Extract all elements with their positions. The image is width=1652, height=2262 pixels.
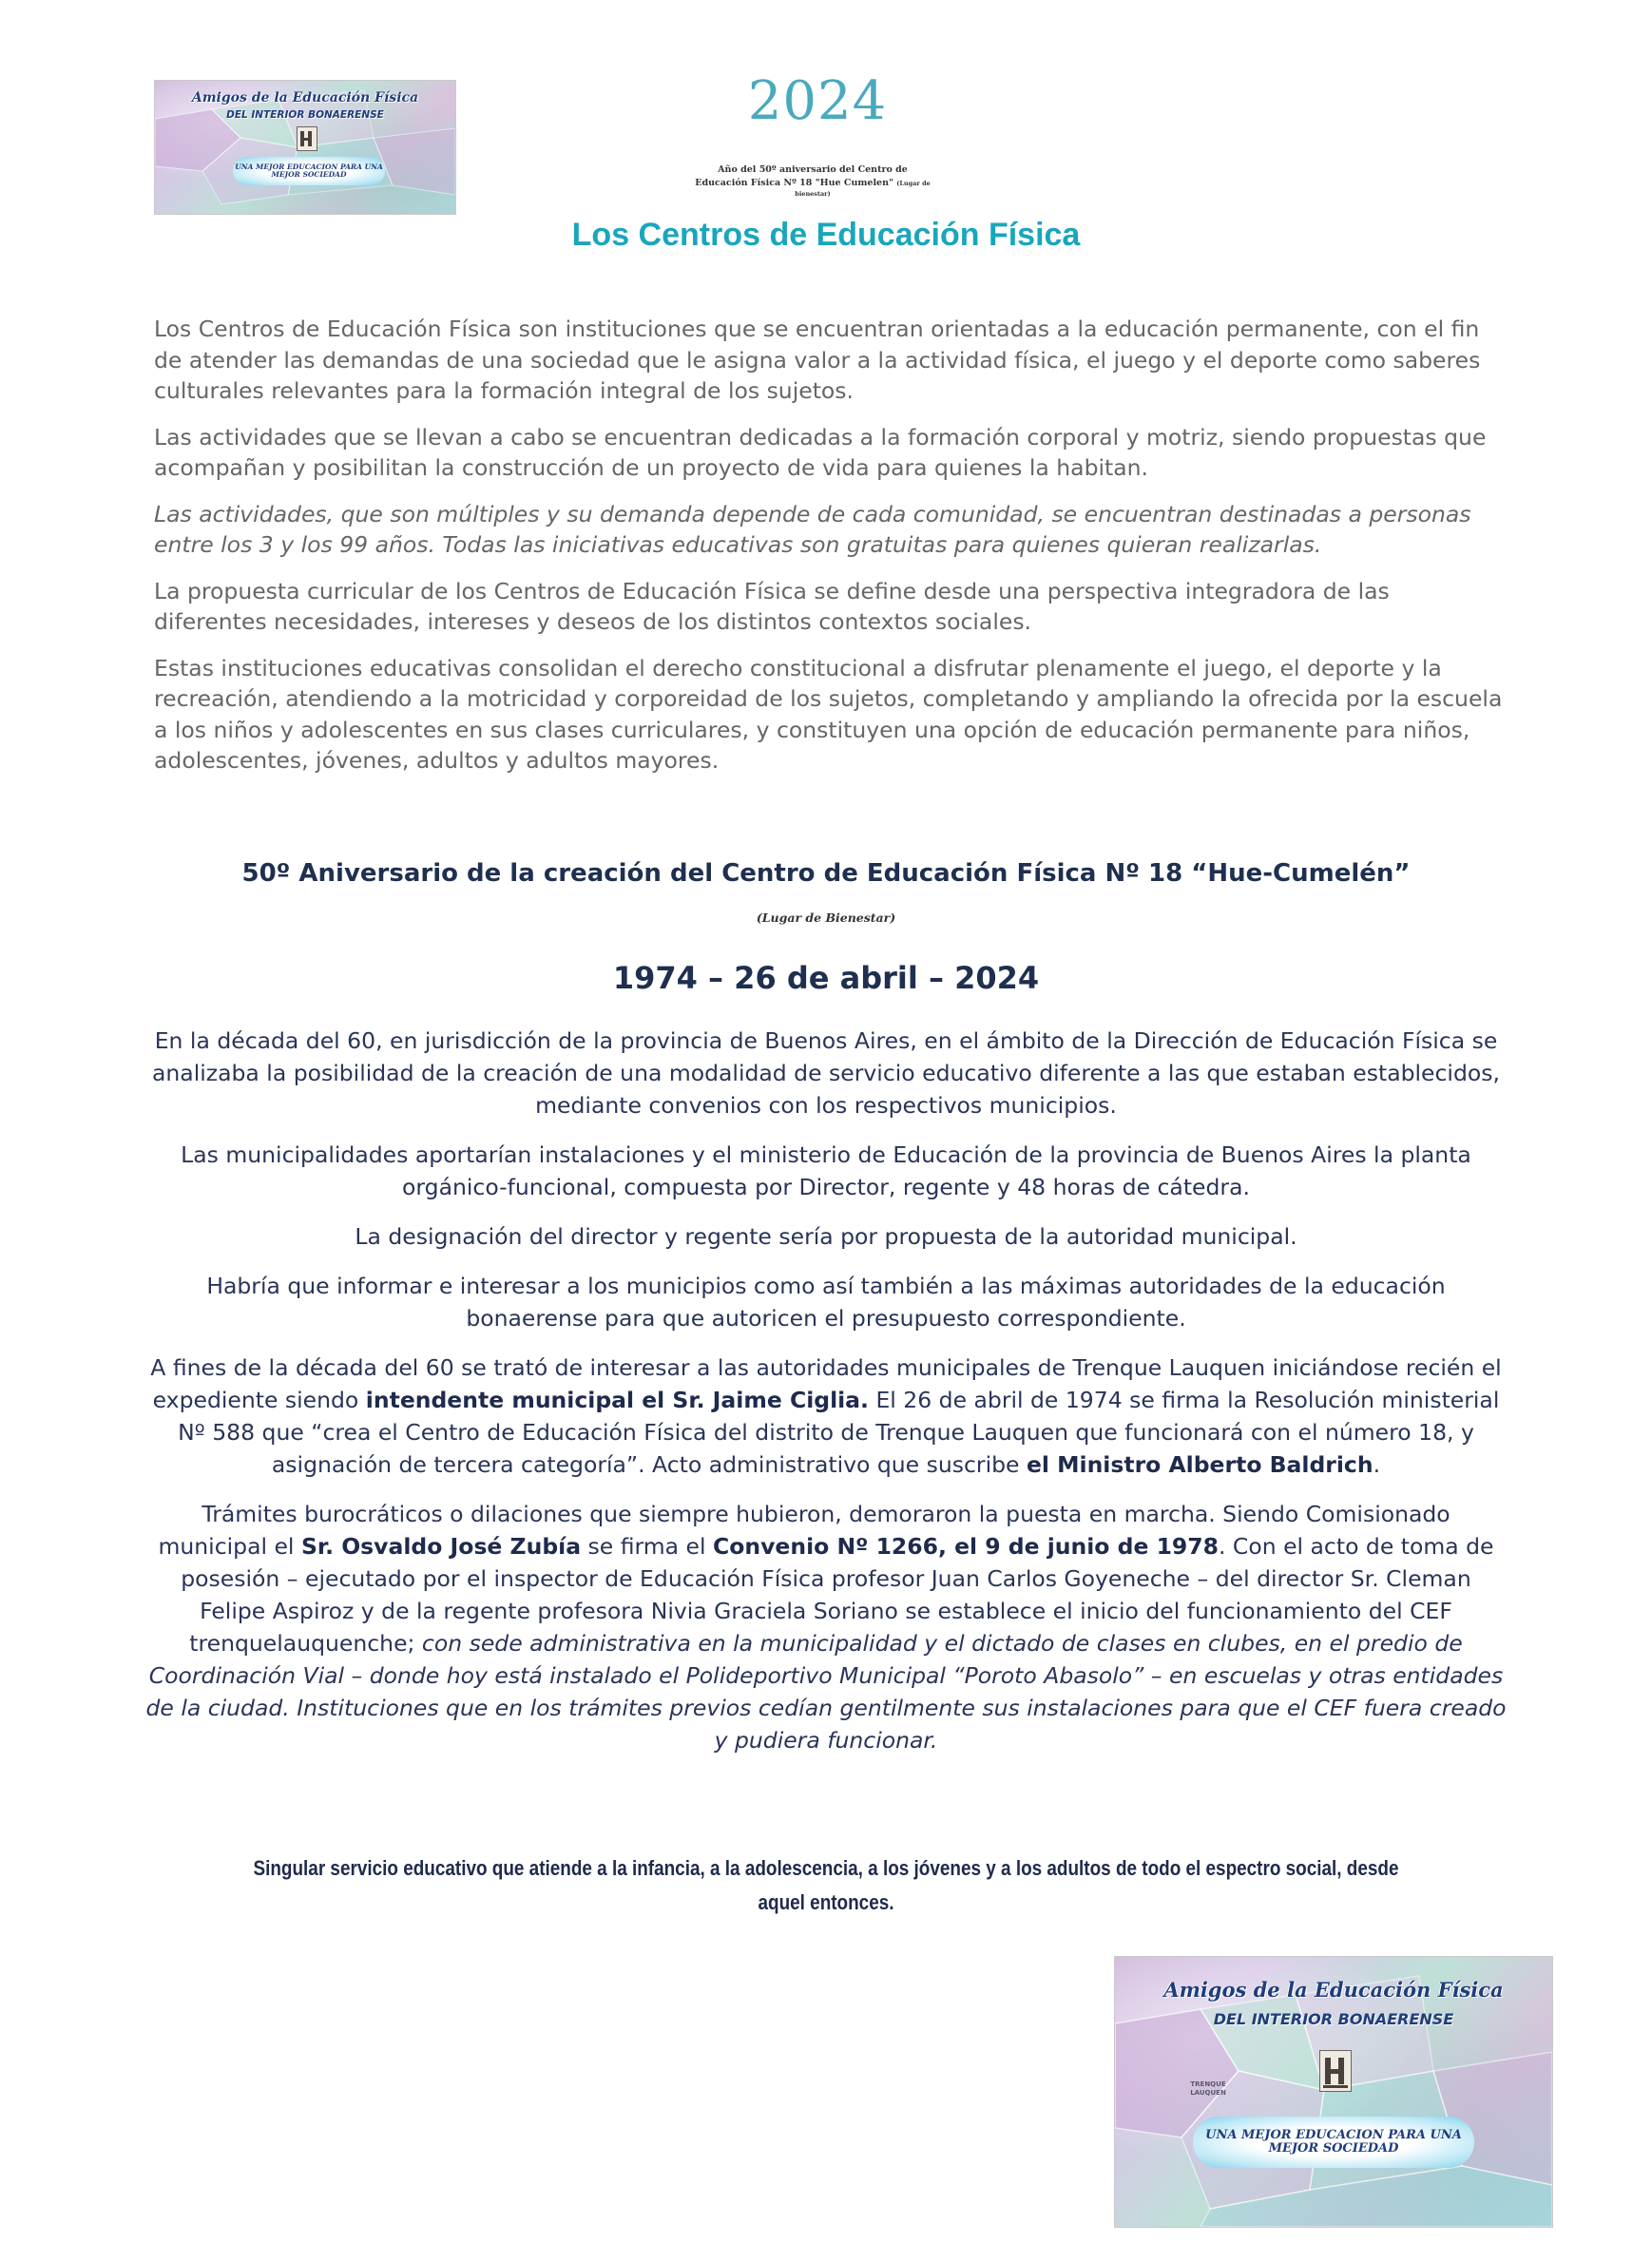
year-caption-line1: Año del 50º aniversario del Centro de [718, 164, 908, 175]
history-paragraph-4: Habría que informar e interesar a los municipios como así también a las máximas autoridades de la educación bonaerense para que autoricen el presupuesto correspondiente. [206, 1273, 1446, 1332]
history-p6-italic-f: con sede administrativa en la municipalidad y el dictado de clases en clubes, en el predio de Coordinación Vial – donde hoy está instalado el Polideportivo Municipal “Poroto Abasolo” – en escuelas y otras entidades de la ciudad. Instituciones que en los trámites previos cedían gentilmente sus instalaciones para que el CEF fuera creado y pudiera funcionar. [145, 1630, 1507, 1754]
anniversary-dates: 1974 – 26 de abril – 2024 [612, 960, 1040, 996]
map-label: TRENQUE LAUQUEN [1190, 2080, 1226, 2097]
banner-ribbon-line1: UNA MEJOR EDUCACION PARA UNA [235, 162, 383, 171]
intro-paragraph-1: Los Centros de Educación Física son instituciones que se encuentran orientadas a la educación permanente, con el fin de atender las demandas de una sociedad que le asigna valor a la actividad física, el juego y el deporte como saberes culturales relevantes para la formación integral de los sujetos. [154, 316, 1481, 404]
banner-ribbon-line2: MEJOR SOCIEDAD [1268, 2141, 1399, 2156]
history-paragraph-5 [144, 1351, 1508, 1481]
intro-paragraph-4: La propuesta curricular de los Centros de Educación Física se define desde una perspectiva integradora de las diferentes necesidades, intereses y deseos de los distintos contextos sociales. [154, 577, 1390, 635]
history-p5-bold-d: el Ministro Alberto Baldrich [1026, 1451, 1373, 1478]
year-caption [670, 163, 955, 199]
emblem-icon [297, 126, 317, 151]
history-p6-bold-b: Sr. Osvaldo José Zubía [300, 1533, 582, 1560]
banner-subtitle: DEL INTERIOR BONAERENSE [1213, 2010, 1454, 2028]
intro-paragraph-2: Las actividades que se llevan a cabo se encuentran dedicadas a la formación corporal y motriz, siendo propuestas que acompañan y posibilitan la construcción de un proyecto de vida para quienes la habitan. [154, 423, 1487, 481]
logo-banner-bottom [1114, 1956, 1553, 2228]
history-paragraph-1: En la década del 60, en jurisdicción de la provincia de Buenos Aires, en el ámbito de la Dirección de Educación Física se analizaba la posibilidad de la creación de una modalidad de servicio educativo diferente a las que estaban establecidos, mediante convenios con los respectivos municipios. [152, 1027, 1500, 1119]
history-p5-bold-b: intendente municipal el Sr. Jaime Ciglia. [365, 1387, 869, 1413]
history-p6-text-c: se firma el [581, 1533, 713, 1560]
year-caption-line2: Educación Física Nº 18 "Hue Cumelen" [695, 177, 893, 188]
year-caption-small2: bienestar) [795, 189, 831, 198]
intro-paragraph-3: Las actividades, que son múltiples y su demanda depende de cada comunidad, se encuentran destinadas a personas entre los 3 y los 99 años. Todas las iniciativas educativas son gratuitas para quienes quieran realizarlas. [154, 500, 1471, 558]
banner-ribbon [233, 157, 385, 185]
history-p5-text-a: A fines de la década del 60 se trató de interesar a las autoridades municipales de Trenque Lauquen iniciándose recién el expediente siendo [150, 1354, 1502, 1413]
anniversary-subtitle: (Lugar de Bienestar) [756, 911, 896, 925]
anniversary-title: 50º Aniversario de la creación del Centro de Educación Física Nº 18 “Hue-Cumelén” [241, 859, 1411, 888]
history-p6-text-a: Trámites burocráticos o dilaciones que siempre hubieron, demoraron la puesta en marcha. Siendo Comisionado municipal el [158, 1501, 1450, 1560]
closing-statement: Singular servicio educativo que atiende a la infancia, a la adolescencia, a los jóvenes y a los adultos de todo el espectro social, desde aquel entonces. [253, 1856, 1399, 1914]
banner-ribbon [1193, 2117, 1474, 2168]
intro-section [154, 314, 1504, 792]
year-caption-small1: (Lugar de [896, 179, 931, 187]
history-p5-text-e: . [1373, 1451, 1381, 1478]
history-paragraph-6 [144, 1498, 1508, 1756]
banner-title: Amigos de la Educación Física [1163, 1978, 1504, 2002]
year-heading: 2024 [747, 70, 888, 132]
banner-ribbon-line2: MEJOR SOCIEDAD [271, 170, 347, 179]
history-paragraph-3: La designación del director y regente sería por propuesta de la autoridad municipal. [355, 1223, 1297, 1250]
banner-title: Amigos de la Educación Física [191, 90, 419, 105]
history-p6-text-e: . Con el acto de toma de posesión – ejecutado por el inspector de Educación Física profesor Juan Carlos Goyeneche – del director Sr. Cleman Felipe Aspiroz y de la regente profesora Nivia Graciela Soriano se establece el inicio del funcionamiento del CEF trenquelauquenche; [181, 1533, 1494, 1657]
page-title: Los Centros de Educación Física [571, 217, 1081, 253]
banner-ribbon-line1: UNA MEJOR EDUCACION PARA UNA [1205, 2127, 1462, 2142]
emblem-icon [1319, 2050, 1352, 2092]
history-p5-text-c: El 26 de abril de 1974 se firma la Resolución ministerial Nº 588 que “crea el Centro de Educación Física del distrito de Trenque Lauquen que funcionará con el número 18, y asignación de tercera categoría”. Acto administrativo que suscribe [178, 1387, 1500, 1478]
intro-paragraph-5: Estas instituciones educativas consolidan el derecho constitucional a disfrutar plenamente el juego, el deporte y la recreación, atendiendo a la motricidad y corporeidad de los sujetos, completando y ampliando la ofrecida por la escuela a los niños y adolescentes en sus clases curriculares, y constituyen una opción de educación permanente para niños, adolescentes, jóvenes, adultos y adultos mayores. [154, 654, 1503, 774]
history-p6-bold-d: Convenio Nº 1266, el 9 de junio de 1978 [712, 1533, 1219, 1560]
banner-subtitle: DEL INTERIOR BONAERENSE [226, 109, 384, 121]
history-paragraph-2: Las municipalidades aportarían instalaciones y el ministerio de Educación de la provincia de Buenos Aires la planta orgánico-funcional, compuesta por Director, regente y 48 horas de cátedra. [181, 1141, 1471, 1200]
history-section [144, 1025, 1508, 1773]
logo-banner-top [154, 80, 456, 215]
